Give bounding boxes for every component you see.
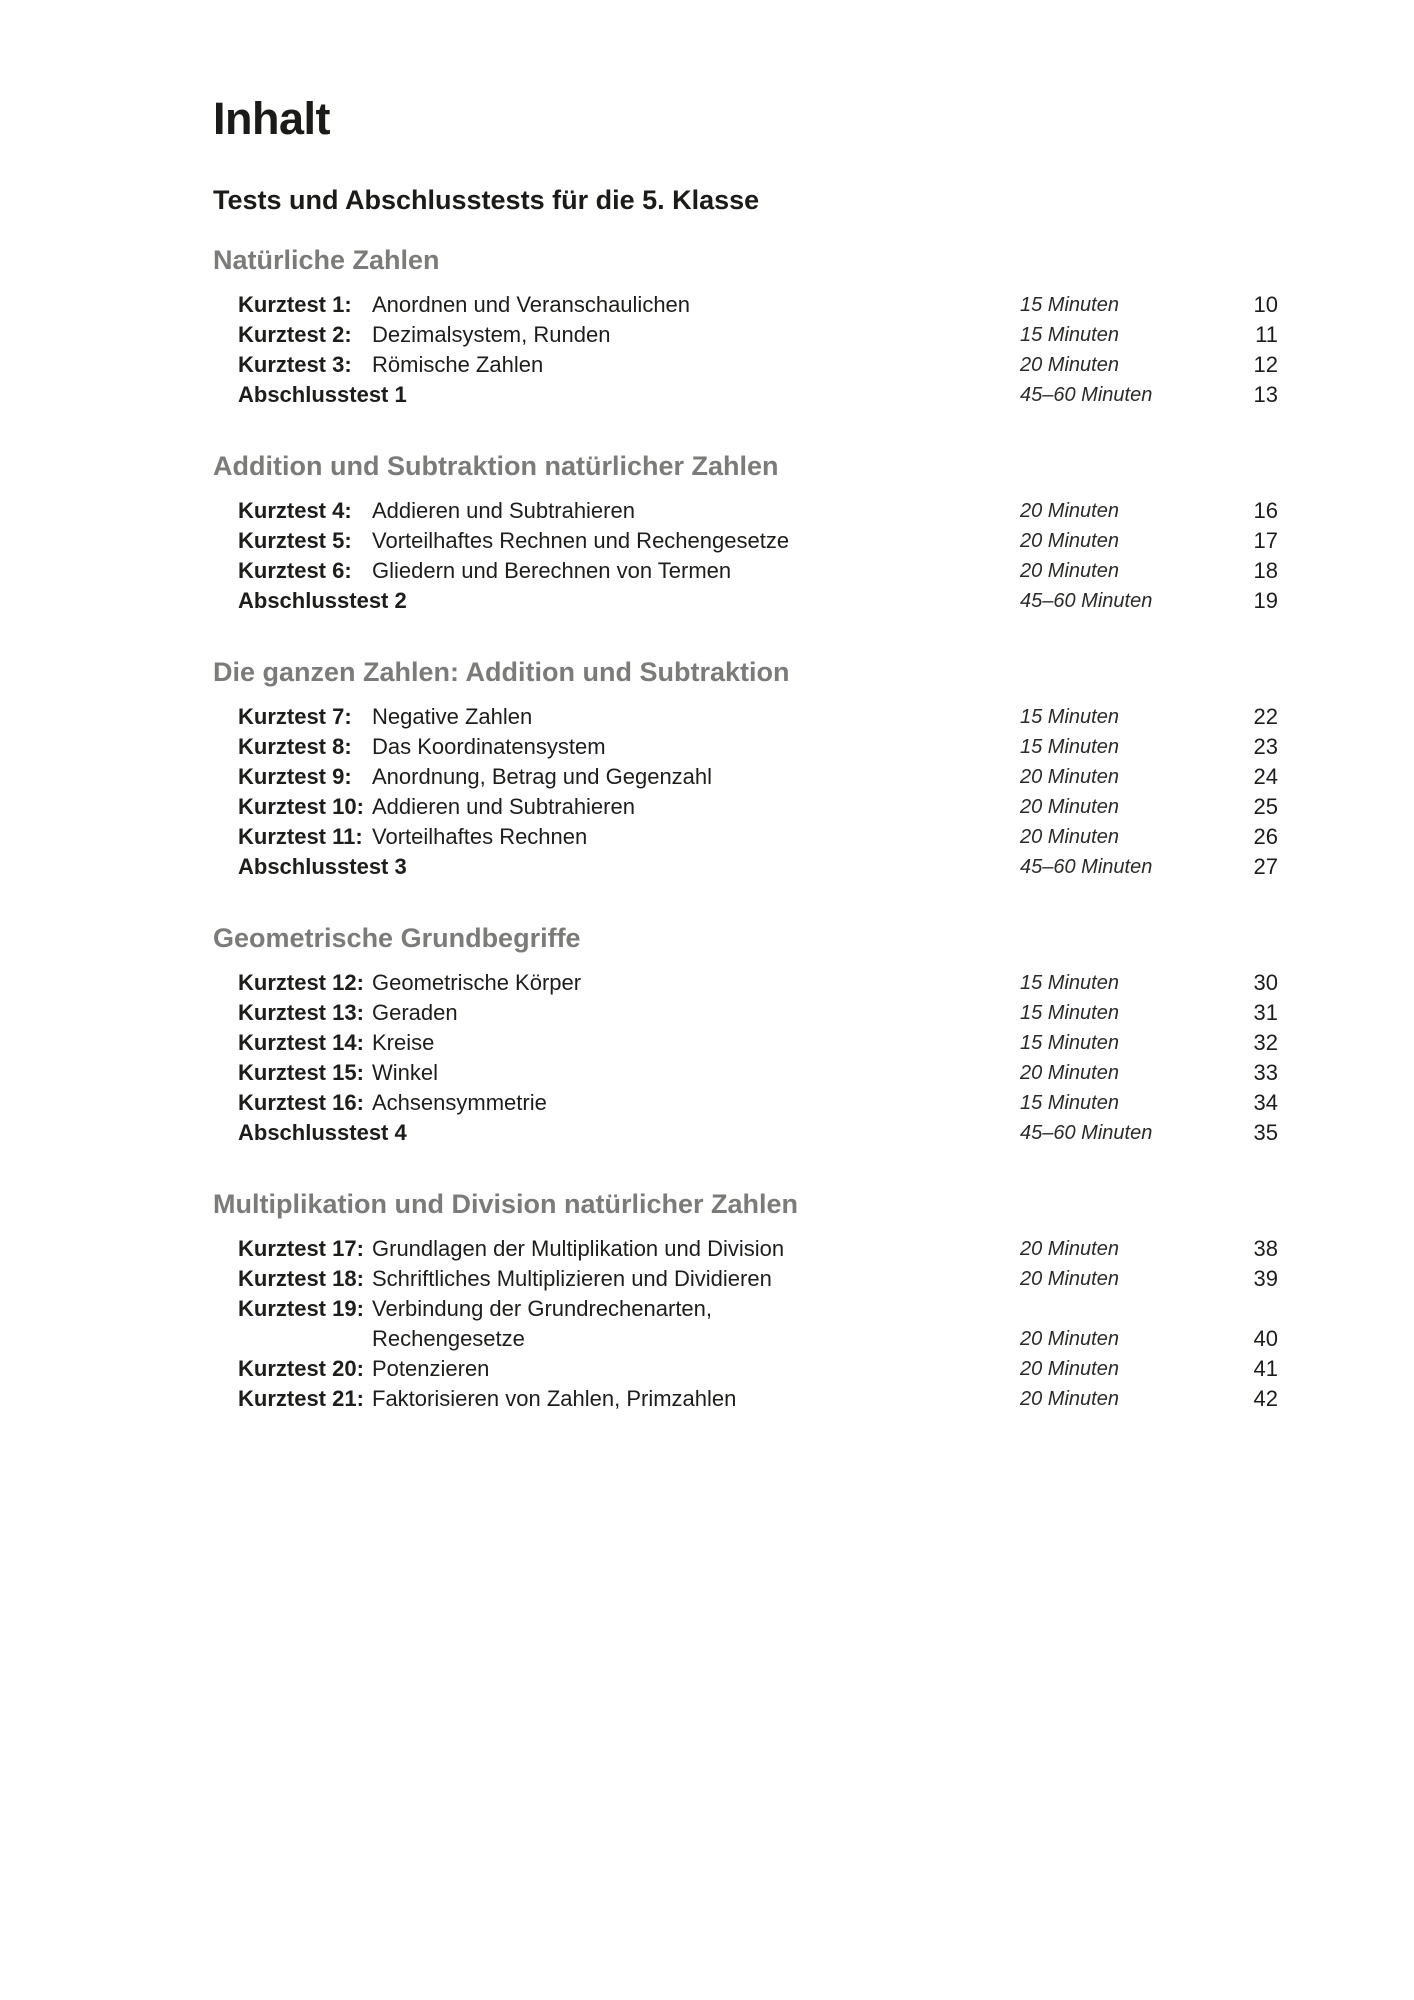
toc-row <box>238 852 1278 882</box>
toc-row-title-line: Rechengesetze <box>372 1326 525 1351</box>
toc-row-page: 38 <box>1253 1236 1278 1261</box>
toc-row <box>238 762 1278 792</box>
toc-row <box>238 792 1278 822</box>
toc-row-minutes: 45–60 Minuten <box>1020 856 1153 878</box>
toc-row-minutes: 20 Minuten <box>1020 1268 1119 1290</box>
toc-row-title: Gliedern und Berechnen von Termen <box>372 558 732 583</box>
toc-row-title: Geraden <box>372 1000 458 1025</box>
toc-row-title: Winkel <box>372 1060 439 1085</box>
toc-row-label: Kurztest 15: <box>238 1060 364 1085</box>
toc-section <box>213 656 1278 882</box>
toc-row-page: 34 <box>1253 1090 1278 1115</box>
toc-row <box>238 556 1278 586</box>
toc-row-minutes: 15 Minuten <box>1020 324 1119 346</box>
toc-row-title: Grundlagen der Multiplikation und Division <box>372 1236 785 1261</box>
toc-row <box>238 1354 1278 1384</box>
toc-row-title: Vorteilhaftes Rechnen <box>372 824 588 849</box>
toc-row <box>238 1088 1278 1118</box>
section-rows <box>238 1234 1278 1414</box>
toc-row-page: 27 <box>1253 854 1278 879</box>
toc-row-title: Negative Zahlen <box>372 704 533 729</box>
toc-row <box>238 732 1278 762</box>
toc-section <box>213 1188 1278 1414</box>
toc-row-label: Kurztest 13: <box>238 1000 364 1025</box>
toc-content <box>213 244 1278 1414</box>
section-rows <box>238 290 1278 410</box>
section-heading: Natürliche Zahlen <box>213 245 440 275</box>
toc-row <box>238 968 1278 998</box>
toc-row <box>238 822 1278 852</box>
toc-row-page: 18 <box>1253 558 1278 583</box>
toc-row-title: Das Koordinatensystem <box>372 734 606 759</box>
toc-row-title: Addieren und Subtrahieren <box>372 794 635 819</box>
toc-row-title: Faktorisieren von Zahlen, Primzahlen <box>372 1386 737 1411</box>
toc-row-minutes: 45–60 Minuten <box>1020 1122 1153 1144</box>
toc-row-label: Abschlusstest 4 <box>238 1120 407 1145</box>
toc-row-label: Abschlusstest 1 <box>238 382 407 407</box>
toc-row-label: Kurztest 17: <box>238 1236 364 1261</box>
toc-row-label: Kurztest 5: <box>238 528 352 553</box>
toc-row-minutes: 20 Minuten <box>1020 796 1119 818</box>
toc-row-minutes: 45–60 Minuten <box>1020 384 1153 406</box>
toc-row <box>238 320 1278 350</box>
toc-row <box>238 1058 1278 1088</box>
toc-row-page: 23 <box>1253 734 1278 759</box>
toc-row-label: Kurztest 21: <box>238 1386 364 1411</box>
toc-row-label: Kurztest 3: <box>238 352 352 377</box>
toc-row-page: 16 <box>1253 498 1278 523</box>
toc-row-page: 39 <box>1253 1266 1278 1291</box>
toc-section <box>213 450 1278 616</box>
toc-row-label: Kurztest 12: <box>238 970 364 995</box>
toc-row-label: Kurztest 7: <box>238 704 352 729</box>
toc-row <box>238 380 1278 410</box>
toc-row-title: Dezimalsystem, Runden <box>372 322 611 347</box>
toc-row-label: Abschlusstest 3 <box>238 854 407 879</box>
toc-row-minutes: 15 Minuten <box>1020 1002 1119 1024</box>
toc-row-label: Kurztest 9: <box>238 764 352 789</box>
toc-row-page: 11 <box>1255 322 1278 347</box>
section-rows <box>238 496 1278 616</box>
toc-row-page: 30 <box>1253 970 1278 995</box>
toc-row-minutes: 20 Minuten <box>1020 1328 1119 1350</box>
toc-row-label: Kurztest 16: <box>238 1090 364 1115</box>
toc-row-page: 24 <box>1253 764 1278 789</box>
toc-row-page: 19 <box>1253 588 1278 613</box>
toc-row <box>238 350 1278 380</box>
toc-row-page: 13 <box>1253 382 1278 407</box>
toc-row-minutes: 15 Minuten <box>1020 294 1119 316</box>
toc <box>213 93 1278 1414</box>
toc-row-page: 42 <box>1253 1386 1278 1411</box>
toc-row-page: 25 <box>1253 794 1278 819</box>
toc-row-page: 17 <box>1253 528 1278 553</box>
toc-row-label: Kurztest 4: <box>238 498 352 523</box>
toc-row-title: Schriftliches Multiplizieren und Dividieren <box>372 1266 772 1291</box>
toc-row <box>238 998 1278 1028</box>
section-heading: Die ganzen Zahlen: Addition und Subtraktion <box>213 657 790 687</box>
toc-row-page: 33 <box>1253 1060 1278 1085</box>
toc-row-minutes: 20 Minuten <box>1020 766 1119 788</box>
toc-row-minutes: 15 Minuten <box>1020 1032 1119 1054</box>
toc-row <box>238 1294 1278 1354</box>
toc-row-minutes: 20 Minuten <box>1020 1238 1119 1260</box>
toc-row-title: Anordnen und Veranschaulichen <box>372 292 691 317</box>
toc-row-minutes: 45–60 Minuten <box>1020 590 1153 612</box>
toc-section <box>213 922 1278 1148</box>
toc-row <box>238 702 1278 732</box>
toc-row-page: 35 <box>1253 1120 1278 1145</box>
toc-row-label: Kurztest 2: <box>238 322 352 347</box>
toc-row-title: Geometrische Körper <box>372 970 582 995</box>
toc-row-page: 40 <box>1253 1326 1278 1351</box>
section-rows <box>238 702 1278 882</box>
toc-row <box>238 1384 1278 1414</box>
toc-row-page: 41 <box>1253 1356 1278 1381</box>
toc-row <box>238 1028 1278 1058</box>
toc-row-label: Kurztest 20: <box>238 1356 364 1381</box>
toc-row-minutes: 15 Minuten <box>1020 1092 1119 1114</box>
section-heading: Geometrische Grundbegriffe <box>213 923 581 953</box>
toc-row-title: Vorteilhaftes Rechnen und Rechengesetze <box>372 528 790 553</box>
toc-row <box>238 586 1278 616</box>
toc-row-label: Kurztest 14: <box>238 1030 364 1055</box>
toc-row-label: Kurztest 1: <box>238 292 352 317</box>
toc-row-page: 10 <box>1253 292 1278 317</box>
toc-row-minutes: 20 Minuten <box>1020 354 1119 376</box>
toc-row-title: Potenzieren <box>372 1356 490 1381</box>
toc-row-minutes: 15 Minuten <box>1020 706 1119 728</box>
toc-row-minutes: 20 Minuten <box>1020 1358 1119 1380</box>
toc-row <box>238 526 1278 556</box>
toc-row-label: Kurztest 6: <box>238 558 352 583</box>
toc-row-page: 26 <box>1253 824 1278 849</box>
toc-row-page: 32 <box>1253 1030 1278 1055</box>
toc-row-title <box>372 1294 1020 1354</box>
section-heading: Multiplikation und Division natürlicher Zahlen <box>213 1189 799 1219</box>
toc-row-page: 31 <box>1253 1000 1278 1025</box>
toc-row-title: Römische Zahlen <box>372 352 544 377</box>
toc-row-label: Kurztest 19: <box>238 1296 364 1321</box>
toc-row-minutes: 20 Minuten <box>1020 560 1119 582</box>
toc-row-label: Kurztest 18: <box>238 1266 364 1291</box>
section-heading: Addition und Subtraktion natürlicher Zahlen <box>213 451 779 481</box>
toc-row-title: Achsensymmetrie <box>372 1090 547 1115</box>
toc-row-minutes: 20 Minuten <box>1020 1388 1119 1410</box>
toc-row-minutes: 20 Minuten <box>1020 826 1119 848</box>
toc-row <box>238 1118 1278 1148</box>
toc-row <box>238 1264 1278 1294</box>
toc-row-minutes: 15 Minuten <box>1020 736 1119 758</box>
toc-row-label: Kurztest 10: <box>238 794 364 819</box>
toc-row-title: Kreise <box>372 1030 435 1055</box>
toc-section <box>213 244 1278 410</box>
toc-row <box>238 290 1278 320</box>
toc-row-minutes: 20 Minuten <box>1020 1062 1119 1084</box>
toc-row-page: 22 <box>1253 704 1278 729</box>
section-rows <box>238 968 1278 1148</box>
toc-row-minutes: 20 Minuten <box>1020 500 1119 522</box>
toc-row-label: Kurztest 11: <box>238 824 363 849</box>
toc-row-title: Addieren und Subtrahieren <box>372 498 635 523</box>
toc-row-title: Anordnung, Betrag und Gegenzahl <box>372 764 713 789</box>
toc-row <box>238 1234 1278 1264</box>
page-subtitle: Tests und Abschlusstests für die 5. Klasse <box>213 185 760 215</box>
page-title: Inhalt <box>213 93 330 144</box>
toc-row-label: Abschlusstest 2 <box>238 588 407 613</box>
toc-row <box>238 496 1278 526</box>
toc-row-minutes: 20 Minuten <box>1020 530 1119 552</box>
toc-row-page: 12 <box>1253 352 1278 377</box>
toc-row-label: Kurztest 8: <box>238 734 352 759</box>
toc-row-minutes: 15 Minuten <box>1020 972 1119 994</box>
toc-row-title-line: Verbindung der Grundrechenarten, <box>372 1296 713 1321</box>
